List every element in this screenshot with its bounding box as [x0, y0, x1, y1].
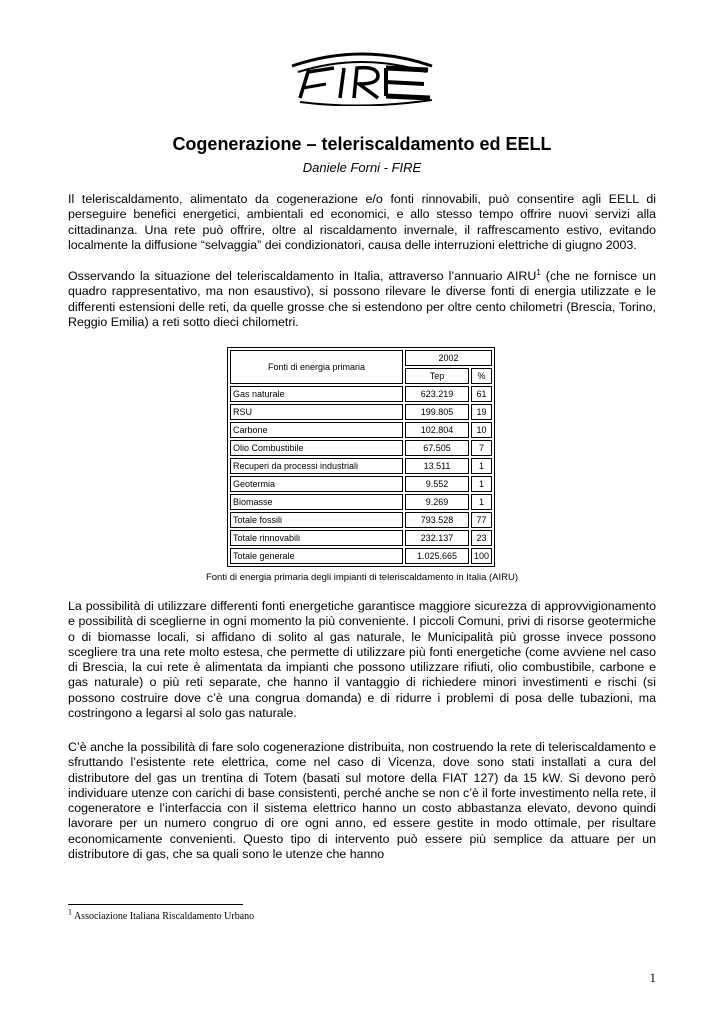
paragraph-airu-text-before: Osservando la situazione del teleriscaldamento in Italia, attraverso l’annuario AIRU — [68, 269, 537, 283]
table-cell-tep: 1.025.665 — [405, 548, 469, 564]
table-header-row — [230, 350, 492, 366]
paragraph-airu-text-after: (che ne fornisce un quadro rappresentativo, ma non esaustivo), si possono rilevare le diverse fonti di energia utilizzate e le differenti estensioni delle reti, da quelle grosse che si estendono per oltre cento chilometri (Brescia, Torino, Reggio Emilia) a reti sotto dieci chilometri. — [68, 269, 657, 329]
table-header-tep: Tep — [405, 368, 469, 384]
table-cell-tep: 9.552 — [405, 476, 469, 492]
table-cell-name: Totale generale — [230, 548, 403, 564]
table-cell-tep: 9.269 — [405, 494, 469, 510]
table-cell-pct: 1 — [471, 458, 492, 474]
table-cell-pct: 23 — [471, 530, 492, 546]
page-number: 1 — [649, 970, 656, 985]
table-cell-pct: 100 — [471, 548, 492, 564]
table-row — [230, 458, 492, 474]
table-cell-tep: 199.805 — [405, 404, 469, 420]
table-cell-tep: 793.528 — [405, 512, 469, 528]
footnote-reference: 1 — [536, 267, 541, 277]
table-row — [230, 422, 492, 438]
footnote-marker: 1 — [68, 907, 72, 917]
paragraph-energy-sources: La possibilità di utilizzare differenti fonti energetiche garantisce maggiore sicurezza di approvvigionamento e possibilità di sceglierne in ogni momento la più conveniente. I piccoli Comuni, privi di risorse geotermiche o di biomasse locali, si affidano di solito al gas naturale, le Municipalità più grosse invece possono scegliere tra una rete molto estesa, che permette di utilizzare più fonti energetiche (come avviene nel caso di Brescia, la cui rete è alimentata da impianti che possono utilizzare rifiuti, olio combustibile, carbone e gas naturale) o più reti separate, che hanno il vantaggio di richiedere minori investimenti e rischi (si possono costruire dove c’è una congrua domanda) e di ridurre i problemi di posa delle tubazioni, ma costringono a legarsi al solo gas naturale. — [68, 599, 656, 721]
table-row — [230, 548, 492, 564]
table-cell-pct: 61 — [471, 386, 492, 402]
table-cell-name: RSU — [230, 404, 403, 420]
table-cell-pct: 7 — [471, 440, 492, 456]
footnote-divider — [68, 904, 243, 905]
paragraph-distributed-cogeneration: C’è anche la possibilità di fare solo cogenerazione distribuita, non costruendo la rete di teleriscaldamento e sfruttando l’esistente rete elettrica, come nel caso di Vicenza, dove sono stati installati a cura del distributore del gas un trentina di Totem (basati sul motore della FIAT 127) da 15 kW. Si devono però individuare utenze con carichi di base consistenti, perché anche se non c’è il forte investimento nella rete, il cogeneratore e l’interfaccia con il sistema elettrico hanno un costo abbastanza elevato, devono quindi lavorare per un numero congruo di ore ogni anno, ed essere gestite in modo ottimale, per risultare economicamente convenienti. Questo tipo di intervento può essere più semplice da attuare per un distributore di gas, che sa quali sono le utenze che hanno — [68, 740, 656, 862]
table-row — [230, 386, 492, 402]
fire-logo — [282, 46, 442, 106]
table-cell-pct: 77 — [471, 512, 492, 528]
table-cell-name: Biomasse — [230, 494, 403, 510]
table-cell-pct: 10 — [471, 422, 492, 438]
table-row — [230, 440, 492, 456]
table-cell-pct: 1 — [471, 494, 492, 510]
table-row — [230, 476, 492, 492]
table-cell-name: Totale fossili — [230, 512, 403, 528]
table-cell-pct: 1 — [471, 476, 492, 492]
table-cell-tep: 623.219 — [405, 386, 469, 402]
author-line: Daniele Forni - FIRE — [302, 160, 422, 175]
table-cell-tep: 13.511 — [405, 458, 469, 474]
table-caption: Fonti di energia primaria degli impianti di teleriscaldamento in Italia (AIRU) — [205, 572, 519, 583]
table-cell-name: Carbone — [230, 422, 403, 438]
document-title: Cogenerazione – teleriscaldamento ed EELL — [172, 134, 552, 154]
table-cell-name: Olio Combustibile — [230, 440, 403, 456]
table-row — [230, 404, 492, 420]
paragraph-airu — [68, 269, 656, 330]
table-cell-tep: 232.137 — [405, 530, 469, 546]
paragraph-intro: Il teleriscaldamento, alimentato da cogenerazione e/o fonti rinnovabili, può consentire agli EELL di perseguire benefici energetici, ambientali ed economici, e allo stesso tempo offrire nuovi servizi alla cittadinanza. Una rete può offrire, oltre al riscaldamento invernale, il raffrescamento estivo, evitando localmente la diffusione “selvaggia” dei condizionatori, causa delle interruzioni elettriche di giugno 2003. — [68, 192, 656, 252]
table-header-pct: % — [471, 368, 492, 384]
table-header-year: 2002 — [405, 350, 492, 366]
table-cell-name: Totale rinnovabili — [230, 530, 403, 546]
table-header-sources: Fonti di energia primaria — [230, 350, 403, 384]
table-cell-tep: 102.804 — [405, 422, 469, 438]
table-row — [230, 530, 492, 546]
footnote — [68, 907, 255, 922]
table-cell-name: Recuperi da processi industriali — [230, 458, 403, 474]
energy-sources-table — [227, 347, 495, 567]
table-row — [230, 494, 492, 510]
footnote-text: Associazione Italiana Riscaldamento Urbano — [73, 911, 255, 922]
table-cell-pct: 19 — [471, 404, 492, 420]
table-cell-tep: 67.505 — [405, 440, 469, 456]
table-row — [230, 512, 492, 528]
table-cell-name: Geotermia — [230, 476, 403, 492]
table-cell-name: Gas naturale — [230, 386, 403, 402]
